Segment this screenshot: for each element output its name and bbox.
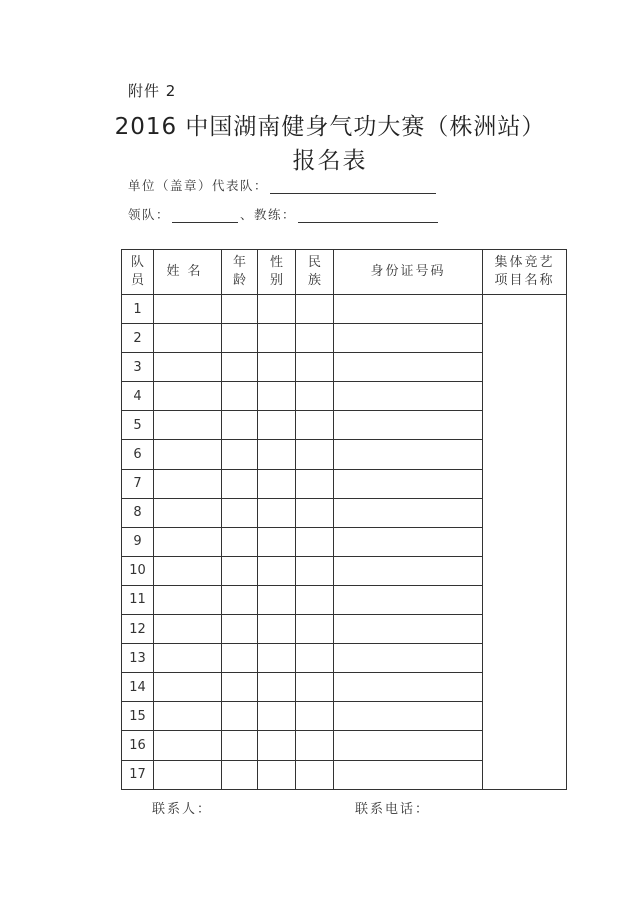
row-number: 14	[122, 673, 154, 702]
age-cell[interactable]	[222, 382, 258, 411]
ethnicity-cell[interactable]	[296, 673, 334, 702]
gender-cell[interactable]	[258, 644, 296, 673]
id-number-cell[interactable]	[334, 411, 483, 440]
gender-cell[interactable]	[258, 498, 296, 527]
name-cell[interactable]	[154, 702, 222, 731]
gender-cell[interactable]	[258, 295, 296, 324]
age-cell[interactable]	[222, 498, 258, 527]
gender-cell[interactable]	[258, 556, 296, 585]
age-cell[interactable]	[222, 644, 258, 673]
form-title: 2016 中国湖南健身气功大赛（株洲站）	[114, 114, 546, 140]
row-number: 2	[122, 324, 154, 353]
name-cell[interactable]	[154, 585, 222, 614]
name-cell[interactable]	[154, 411, 222, 440]
age-cell[interactable]	[222, 295, 258, 324]
age-cell[interactable]	[222, 702, 258, 731]
row-number: 4	[122, 382, 154, 411]
age-cell[interactable]	[222, 324, 258, 353]
id-number-cell[interactable]	[334, 760, 483, 789]
row-number: 16	[122, 731, 154, 760]
row-number: 17	[122, 760, 154, 789]
age-cell[interactable]	[222, 585, 258, 614]
gender-cell[interactable]	[258, 324, 296, 353]
name-cell[interactable]	[154, 527, 222, 556]
row-number: 3	[122, 353, 154, 382]
gender-cell[interactable]	[258, 353, 296, 382]
header-member: 队员	[122, 250, 154, 295]
id-number-cell[interactable]	[334, 498, 483, 527]
ethnicity-cell[interactable]	[296, 731, 334, 760]
id-number-cell[interactable]	[334, 382, 483, 411]
unit-label: 单位（盖章）代表队：	[128, 178, 269, 193]
gender-cell[interactable]	[258, 585, 296, 614]
name-cell[interactable]	[154, 498, 222, 527]
contact-person-label: 联系人：	[152, 802, 213, 817]
gender-cell[interactable]	[258, 411, 296, 440]
age-cell[interactable]	[222, 760, 258, 789]
header-ethnicity: 民族	[296, 250, 334, 295]
age-cell[interactable]	[222, 353, 258, 382]
age-cell[interactable]	[222, 556, 258, 585]
separator: 、	[240, 207, 255, 222]
age-cell[interactable]	[222, 527, 258, 556]
name-cell[interactable]	[154, 673, 222, 702]
row-number: 12	[122, 615, 154, 644]
gender-cell[interactable]	[258, 615, 296, 644]
id-number-cell[interactable]	[334, 353, 483, 382]
header-age: 年龄	[222, 250, 258, 295]
ethnicity-cell[interactable]	[296, 411, 334, 440]
coach-blank[interactable]	[298, 208, 438, 223]
ethnicity-cell[interactable]	[296, 556, 334, 585]
table-header-row	[122, 250, 567, 295]
contact-phone-label: 联系电话：	[355, 802, 431, 817]
row-number: 8	[122, 498, 154, 527]
id-number-cell[interactable]	[334, 585, 483, 614]
header-name: 姓名	[154, 250, 222, 295]
row-number: 10	[122, 556, 154, 585]
id-number-cell[interactable]	[334, 615, 483, 644]
row-number: 7	[122, 469, 154, 498]
ethnicity-cell[interactable]	[296, 702, 334, 731]
header-group-event: 集体竞艺项目名称	[483, 250, 567, 295]
row-number: 11	[122, 585, 154, 614]
header-id-number: 身份证号码	[334, 250, 483, 295]
gender-cell[interactable]	[258, 760, 296, 789]
age-cell[interactable]	[222, 440, 258, 469]
form-subtitle: 报名表	[292, 148, 368, 174]
ethnicity-cell[interactable]	[296, 382, 334, 411]
age-cell[interactable]	[222, 615, 258, 644]
gender-cell[interactable]	[258, 527, 296, 556]
table-row	[122, 295, 567, 324]
id-number-cell[interactable]	[334, 295, 483, 324]
name-cell[interactable]	[154, 644, 222, 673]
ethnicity-cell[interactable]	[296, 760, 334, 789]
header-gender: 性别	[258, 250, 296, 295]
ethnicity-cell[interactable]	[296, 469, 334, 498]
id-number-cell[interactable]	[334, 731, 483, 760]
ethnicity-cell[interactable]	[296, 498, 334, 527]
gender-cell[interactable]	[258, 382, 296, 411]
id-number-cell[interactable]	[334, 644, 483, 673]
leader-blank[interactable]	[172, 208, 238, 223]
gender-cell[interactable]	[258, 440, 296, 469]
ethnicity-cell[interactable]	[296, 353, 334, 382]
name-cell[interactable]	[154, 440, 222, 469]
ethnicity-cell[interactable]	[296, 295, 334, 324]
gender-cell[interactable]	[258, 469, 296, 498]
name-cell[interactable]	[154, 353, 222, 382]
group-event-cell[interactable]	[483, 295, 567, 790]
id-number-cell[interactable]	[334, 527, 483, 556]
gender-cell[interactable]	[258, 702, 296, 731]
id-number-cell[interactable]	[334, 702, 483, 731]
gender-cell[interactable]	[258, 673, 296, 702]
age-cell[interactable]	[222, 411, 258, 440]
name-cell[interactable]	[154, 295, 222, 324]
leader-label: 领队：	[128, 207, 171, 222]
name-cell[interactable]	[154, 469, 222, 498]
row-number: 5	[122, 411, 154, 440]
row-number: 13	[122, 644, 154, 673]
name-cell[interactable]	[154, 615, 222, 644]
age-cell[interactable]	[222, 731, 258, 760]
row-number: 15	[122, 702, 154, 731]
staff-field-row	[128, 205, 440, 223]
annex-label: 附件 2	[128, 82, 177, 100]
id-number-cell[interactable]	[334, 556, 483, 585]
age-cell[interactable]	[222, 469, 258, 498]
row-number: 6	[122, 440, 154, 469]
age-cell[interactable]	[222, 673, 258, 702]
row-number: 9	[122, 527, 154, 556]
id-number-cell[interactable]	[334, 673, 483, 702]
name-cell[interactable]	[154, 556, 222, 585]
unit-blank[interactable]	[270, 179, 436, 194]
id-number-cell[interactable]	[334, 324, 483, 353]
unit-field-row	[128, 176, 438, 194]
id-number-cell[interactable]	[334, 440, 483, 469]
coach-label: 教练：	[254, 207, 297, 222]
ethnicity-cell[interactable]	[296, 324, 334, 353]
ethnicity-cell[interactable]	[296, 527, 334, 556]
name-cell[interactable]	[154, 382, 222, 411]
ethnicity-cell[interactable]	[296, 585, 334, 614]
ethnicity-cell[interactable]	[296, 440, 334, 469]
name-cell[interactable]	[154, 731, 222, 760]
ethnicity-cell[interactable]	[296, 615, 334, 644]
registration-table	[121, 249, 567, 790]
id-number-cell[interactable]	[334, 469, 483, 498]
name-cell[interactable]	[154, 760, 222, 789]
gender-cell[interactable]	[258, 731, 296, 760]
ethnicity-cell[interactable]	[296, 644, 334, 673]
row-number: 1	[122, 295, 154, 324]
name-cell[interactable]	[154, 324, 222, 353]
